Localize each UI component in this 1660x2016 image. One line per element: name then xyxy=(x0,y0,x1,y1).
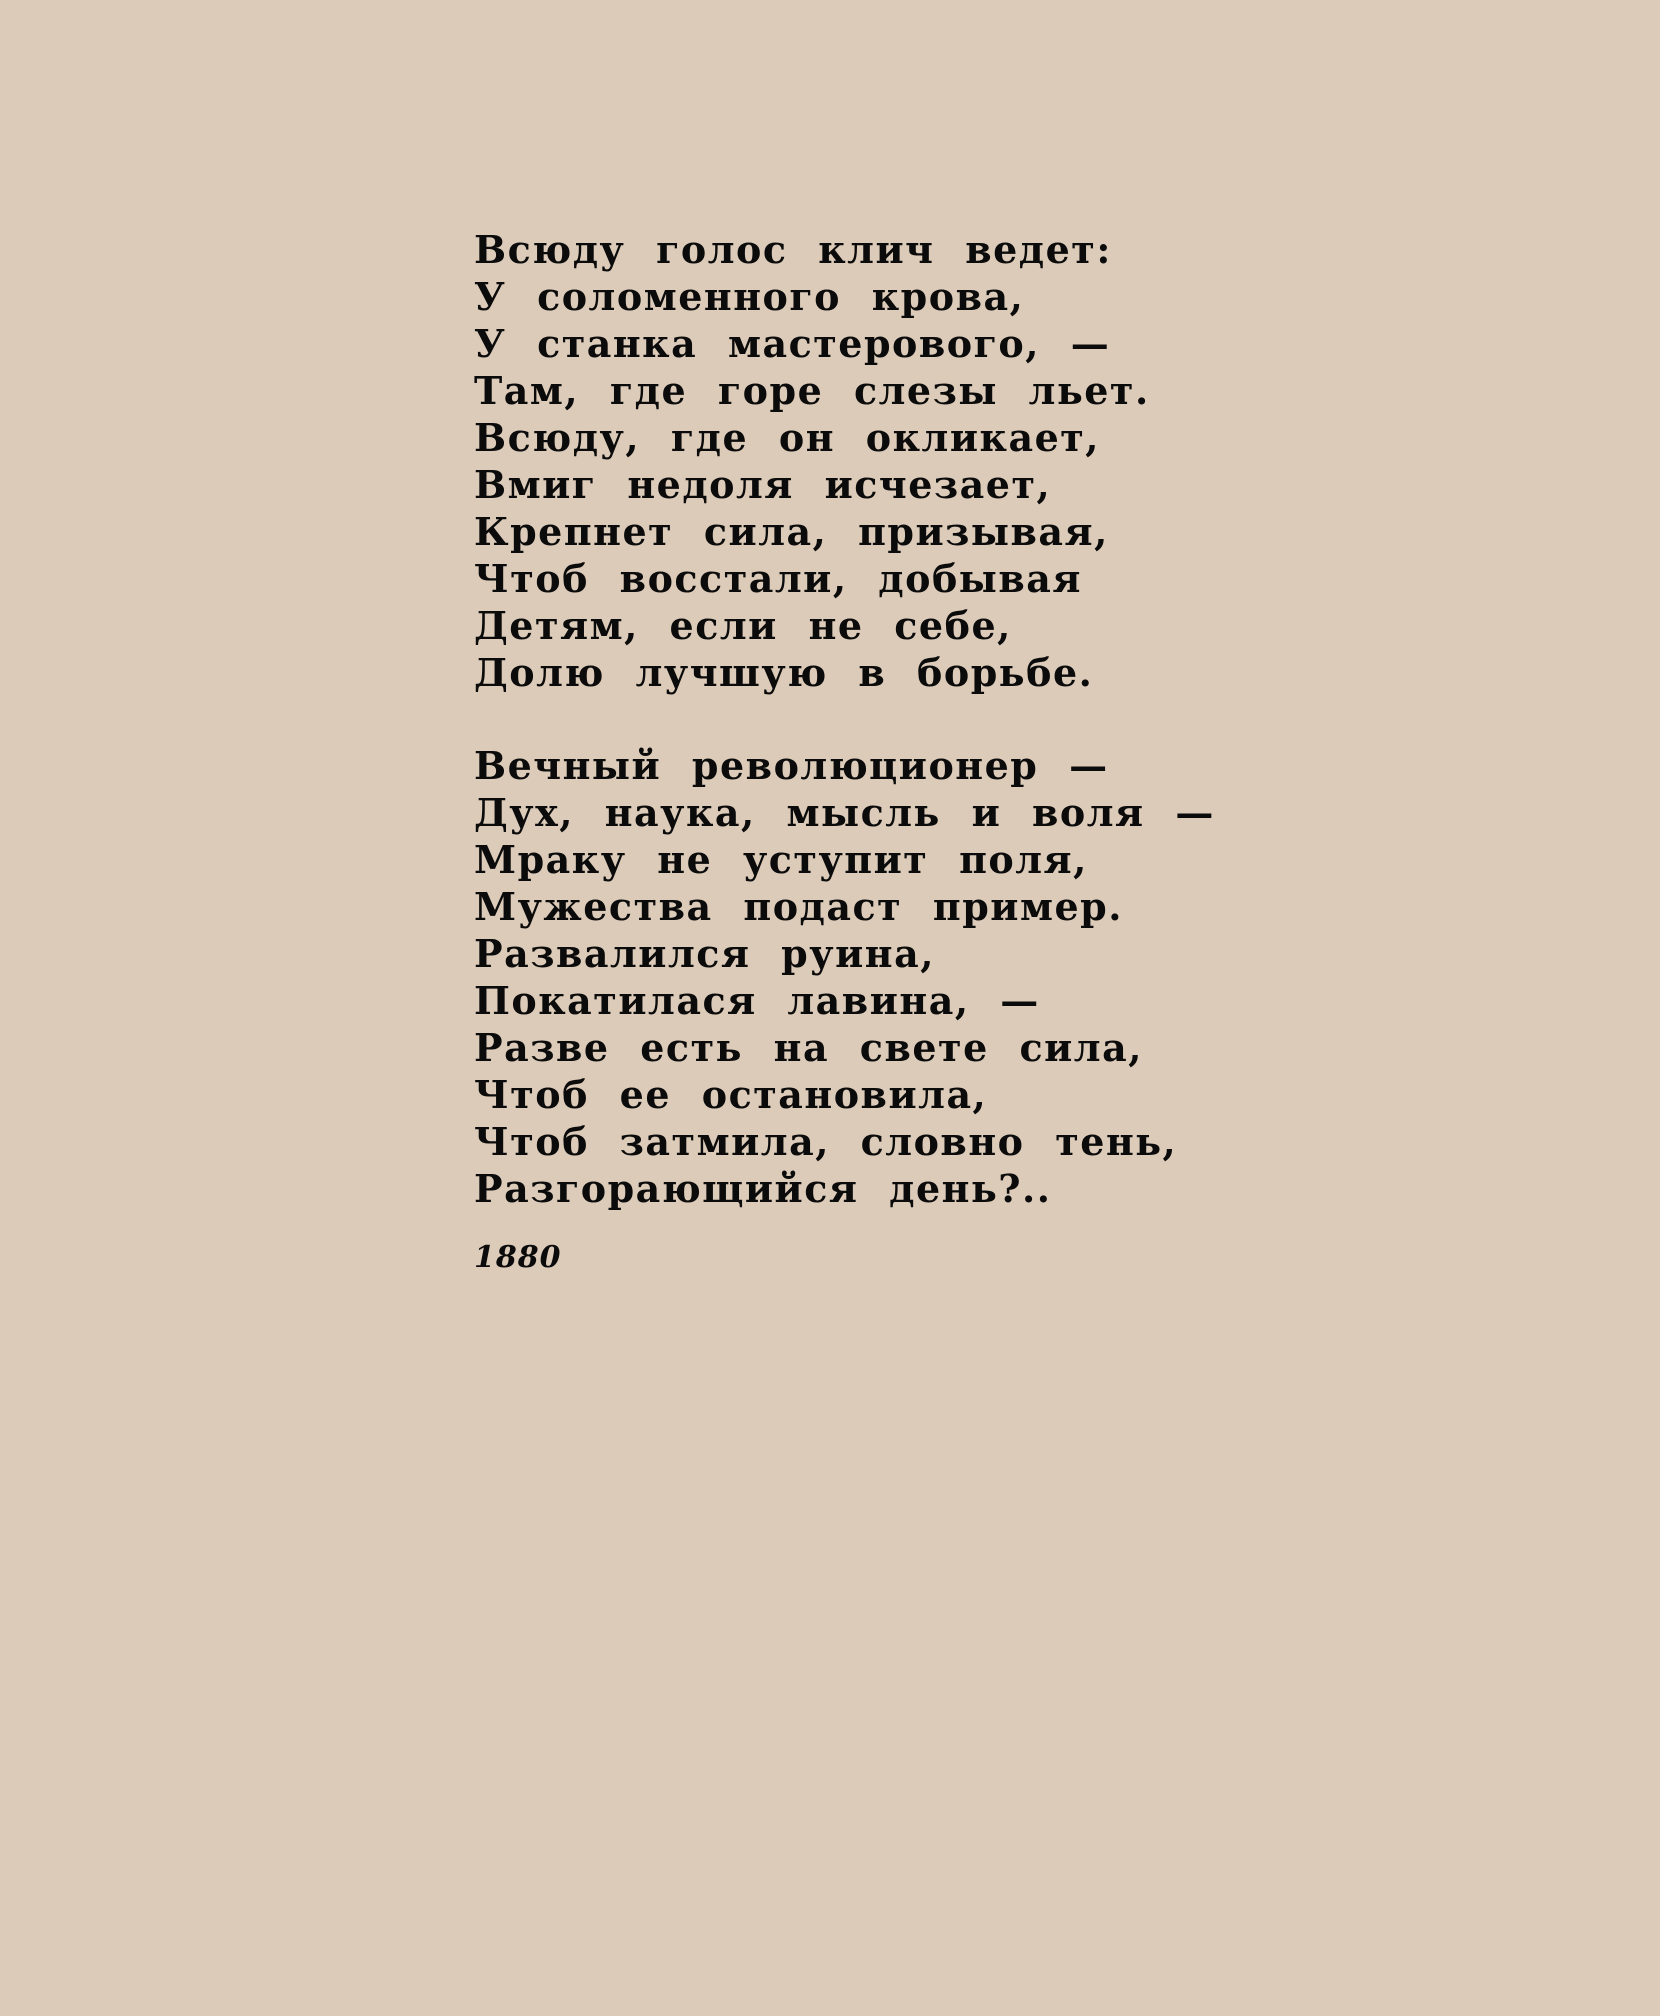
poem-line: Долю лучшую в борьбе. xyxy=(474,650,1094,695)
stanza-1 xyxy=(474,226,1234,696)
poem-line: У соломенного крова, xyxy=(474,274,1025,319)
poem-line: Мраку не уступит поля, xyxy=(474,837,1088,882)
poem-line: Разве есть на свете сила, xyxy=(474,1025,1143,1070)
poem-line: Покатилася лавина, — xyxy=(474,978,1040,1023)
poem-line: Крепнет сила, призывая, xyxy=(474,509,1109,554)
poem-line: Чтоб затмила, словно тень, xyxy=(474,1119,1178,1164)
poem-line: Дух, наука, мысль и воля — xyxy=(474,790,1215,835)
stanza-2 xyxy=(474,742,1234,1212)
poem-line: Детям, если не себе, xyxy=(474,603,1012,648)
poem-line: Там, где горе слезы льет. xyxy=(474,368,1150,413)
poem-line: Всюду голос клич ведет: xyxy=(474,227,1112,272)
poem-line: Всюду, где он окликает, xyxy=(474,415,1101,460)
poem-line: Мужества подаст пример. xyxy=(474,884,1123,929)
poem-line: У станка мастерового, — xyxy=(474,321,1111,366)
poem-line: Развалился руина, xyxy=(474,931,935,976)
poem-line: Разгорающийся день?.. xyxy=(474,1166,1052,1211)
poem-line: Вмиг недоля исчезает, xyxy=(474,462,1052,507)
poem-line: Чтоб восстали, добывая xyxy=(474,556,1083,601)
poem-line: Чтоб ее остановила, xyxy=(474,1072,988,1117)
poem-date: 1880 xyxy=(474,1240,562,1275)
poem xyxy=(474,226,1234,1212)
poem-line: Вечный революционер — xyxy=(474,743,1109,788)
